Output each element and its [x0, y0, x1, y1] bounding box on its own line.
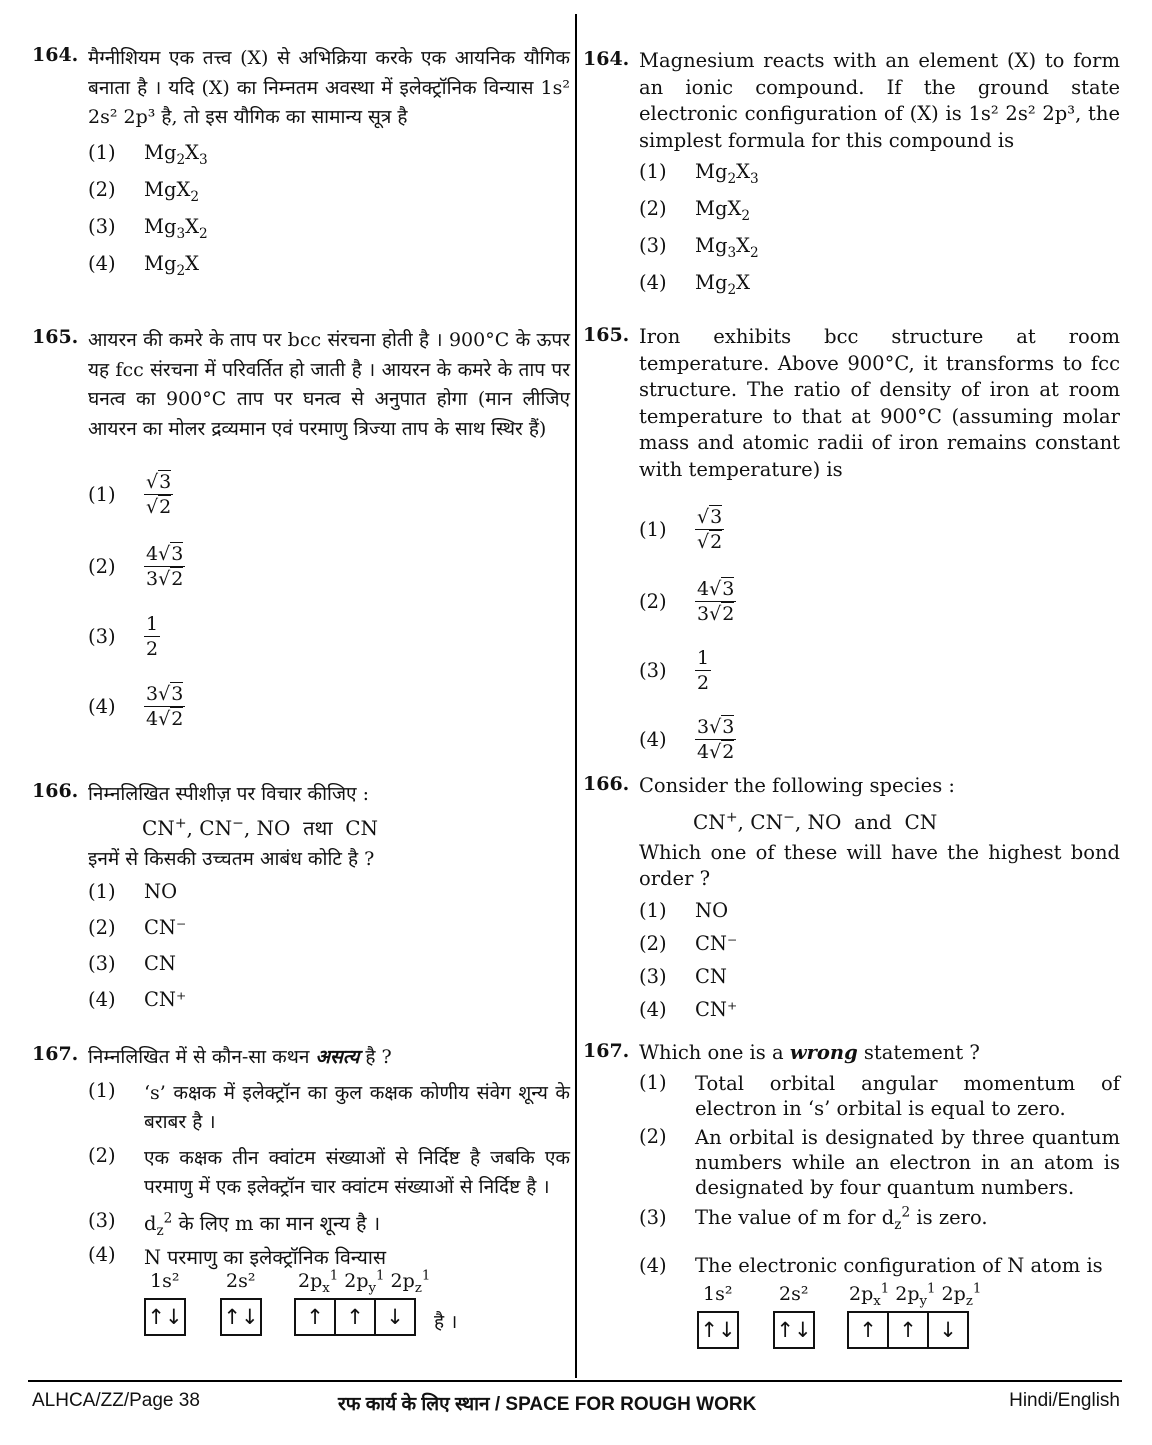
options — [88, 141, 570, 289]
orbital-box-2p: ↑ ↑ ↓ — [294, 1298, 416, 1336]
orbital-diagram — [144, 1270, 570, 1340]
fraction: $\frac{1}{2}$ — [697, 646, 710, 694]
option-4[interactable]: (4) The electronic configuration of N atom is 1s² 2s² $2p_x^1$ $2p_y^1$ $2p_z^1$ ↑ ↓ ↑ ↓ ↑ ↑ ↓ — [639, 1254, 1120, 1353]
question-text: निम्नलिखित स्पीशीज़ पर विचार कीजिए : — [88, 783, 369, 805]
options — [639, 1071, 1120, 1353]
option-1[interactable]: (1) $\frac{√3}{√2}$ — [88, 470, 172, 518]
fraction: $\frac{1}{2}$ — [146, 612, 159, 660]
option-1[interactable]: (1) $\frac{√3}{√2}$ — [639, 505, 723, 553]
option-3[interactable]: (3) $Mg_3X_2$ — [88, 214, 208, 242]
option-2[interactable]: (2) CN⁻ — [88, 916, 187, 939]
footer-rule — [28, 1380, 1122, 1382]
option-4[interactable]: (4) $\frac{3√3}{4√2}$ — [639, 715, 735, 763]
question-164-hindi — [32, 44, 570, 289]
options — [639, 493, 1120, 775]
question-number: 166. — [583, 773, 630, 795]
language-label: Hindi/English — [1009, 1390, 1120, 1411]
orbital-label-2s: 2s² — [226, 1269, 256, 1292]
options — [639, 899, 1120, 1031]
question-subtext: इनमें से किसकी उच्चतम आबंध कोटि है ? — [88, 847, 375, 870]
options — [88, 458, 570, 742]
option-4[interactable]: (4) $Mg_2X$ — [88, 251, 200, 279]
question-number: 164. — [32, 44, 79, 66]
fraction: $\frac{3√3}{4√2}$ — [697, 715, 735, 763]
fraction: $\frac{4√3}{3√2}$ — [697, 577, 735, 625]
question-165-hindi — [32, 326, 570, 742]
species-list: CN+, CN−, NO and CN — [693, 808, 938, 834]
question-number: 164. — [583, 48, 630, 70]
fraction: $\frac{√3}{√2}$ — [146, 470, 172, 518]
orbital-diagram — [695, 1283, 1120, 1353]
species-list: CN+, CN−, NO तथा CN — [142, 814, 379, 840]
question-text: Magnesium reacts with an element (X) to form an ionic compound. If the ground state electronic configuration of (X) is 1s² 2s² 2p³, the simplest formula for this compound is — [639, 49, 1120, 152]
orbital-label-2s: 2s² — [779, 1282, 809, 1305]
orbital-label-1s: 1s² — [703, 1282, 733, 1305]
option-2[interactable]: (2) MgX$_2$ — [88, 177, 200, 205]
option-4[interactable]: (4) CN⁺ — [88, 988, 187, 1011]
page-footer — [32, 1390, 1120, 1414]
fraction: $\frac{√3}{√2}$ — [697, 505, 723, 553]
question-text: निम्नलिखित में से कौन-सा कथन असत्य है ? — [88, 1046, 392, 1068]
option-3[interactable]: (3) $d_z^2$ के लिए m का मान शून्य है । — [88, 1208, 381, 1239]
orbital-box-2s: ↑ ↓ — [220, 1298, 262, 1336]
question-subtext: Which one of these will have the highest bond order ? — [639, 840, 1120, 890]
question-number: 166. — [32, 780, 79, 802]
option-4[interactable]: (4) CN⁺ — [639, 997, 738, 1021]
option-2[interactable]: (2) एक कक्षक तीन क्वांटम संख्याओं से निर्दिष्ट है जबकि एक परमाणु में एक इलेक्ट्रॉन चार क्वांटम संख्याओं से निर्दिष्ट है । — [88, 1143, 570, 1198]
question-number: 165. — [32, 326, 79, 348]
question-text: Iron exhibits bcc structure at room temperature. Above 900°C, it transforms to fcc structure. The ratio of density of iron at room temperature to that at 900°C (assuming molar mass and atomic radii of iron remains constant with temperature) is — [639, 325, 1120, 481]
option-4[interactable]: (4) $Mg_2X$ — [639, 271, 751, 298]
option-1[interactable]: (1) Total orbital angular momentum of electron in ‘s’ orbital is equal to zero. — [639, 1070, 1120, 1120]
page-code: ALHCA/ZZ/Page 38 — [32, 1390, 200, 1411]
option-3[interactable]: (3) CN — [88, 952, 176, 975]
question-167-hindi — [32, 1043, 570, 1340]
question-166-hindi — [32, 780, 570, 1024]
option-2[interactable]: (2) MgX$_2$ — [639, 197, 751, 224]
option-3[interactable]: (3) $\frac{1}{2}$ — [639, 646, 710, 694]
question-164-english — [583, 48, 1120, 308]
column-divider — [575, 14, 577, 1378]
orbital-box-1s: ↑ ↓ — [144, 1298, 186, 1336]
option-1[interactable]: (1) $Mg_2X_3$ — [639, 160, 759, 187]
options — [88, 880, 570, 1024]
option-2[interactable]: (2) $\frac{4√3}{3√2}$ — [639, 577, 735, 625]
option-3[interactable]: (3) $Mg_3X_2$ — [639, 234, 759, 261]
option-3[interactable]: (3) $\frac{1}{2}$ — [88, 612, 159, 660]
question-text: आयरन की कमरे के ताप पर bcc संरचना होती है । 900°C के ऊपर यह fcc संरचना में परिवर्तित हो जाती है । आयरन के कमरे के ताप पर घनत्व का 900°C ताप पर घनत्व से अनुपात होगा (मान लीजिए आयरन का मोलर द्रव्यमान एवं परमाणु त्रिज्या ताप के साथ स्थिर हैं) — [88, 329, 570, 440]
options — [639, 160, 1120, 308]
option-1[interactable]: (1) NO — [639, 898, 729, 922]
option-2[interactable]: (2) An orbital is designated by three quantum numbers while an electron in an atom is designated by four quantum numbers. — [639, 1124, 1120, 1199]
question-166-english — [583, 773, 1120, 1031]
question-text: मैग्नीशियम एक तत्त्व (X) से अभिक्रिया करके एक आयनिक यौगिक बनाता है । यदि (X) का निम्नतम अवस्था में इलेक्ट्रॉनिक विन्यास 1s² 2s² 2p³ है, तो इस यौगिक का सामान्य सूत्र है — [88, 47, 570, 128]
orbital-label-2p: $2p_x^1$ $2p_y^1$ $2p_z^1$ — [298, 1268, 431, 1296]
question-number: 167. — [32, 1043, 79, 1065]
orbital-box-2s: ↑ ↓ — [773, 1311, 815, 1349]
option-4[interactable]: (4) N परमाणु का इलेक्ट्रॉनिक विन्यास 1s² 2s² $2p_x^1$ $2p_y^1$ $2p_z^1$ ↑ ↓ ↑ ↓ ↑ ↑ ↓ है । — [88, 1243, 570, 1340]
option-4[interactable]: (4) $\frac{3√3}{4√2}$ — [88, 682, 184, 730]
question-167-english — [583, 1040, 1120, 1353]
option-2[interactable]: (2) $\frac{4√3}{3√2}$ — [88, 542, 184, 590]
fraction: $\frac{3√3}{4√2}$ — [146, 682, 184, 730]
question-165-english — [583, 324, 1120, 775]
orbital-label-1s: 1s² — [150, 1269, 180, 1292]
options — [88, 1079, 570, 1340]
rough-work-label: रफ कार्य के लिए स्थान / SPACE FOR ROUGH WORK — [338, 1394, 757, 1415]
option-1[interactable]: (1) ‘s’ कक्षक में इलेक्ट्रॉन का कुल कक्षक कोणीय संवेग शून्य के बराबर है । — [88, 1078, 570, 1133]
question-number: 167. — [583, 1040, 630, 1062]
question-text: Consider the following species : — [639, 774, 955, 797]
fraction: $\frac{4√3}{3√2}$ — [146, 542, 184, 590]
orbital-box-2p: ↑ ↑ ↓ — [847, 1311, 969, 1349]
option-3[interactable]: (3) The value of m for $d_z^2$ is zero. — [639, 1204, 988, 1233]
question-text: Which one is a wrong statement ? — [639, 1041, 980, 1064]
option-1[interactable]: (1) NO — [88, 880, 178, 903]
orbital-label-2p: $2p_x^1$ $2p_y^1$ $2p_z^1$ — [849, 1281, 982, 1309]
orbital-box-1s: ↑ ↓ — [697, 1311, 739, 1349]
option-1[interactable]: (1) $Mg_2X_3$ — [88, 140, 208, 168]
option-2[interactable]: (2) CN⁻ — [639, 931, 738, 955]
diagram-tail: है । — [434, 1310, 458, 1333]
question-number: 165. — [583, 324, 630, 346]
option-3[interactable]: (3) CN — [639, 964, 727, 988]
